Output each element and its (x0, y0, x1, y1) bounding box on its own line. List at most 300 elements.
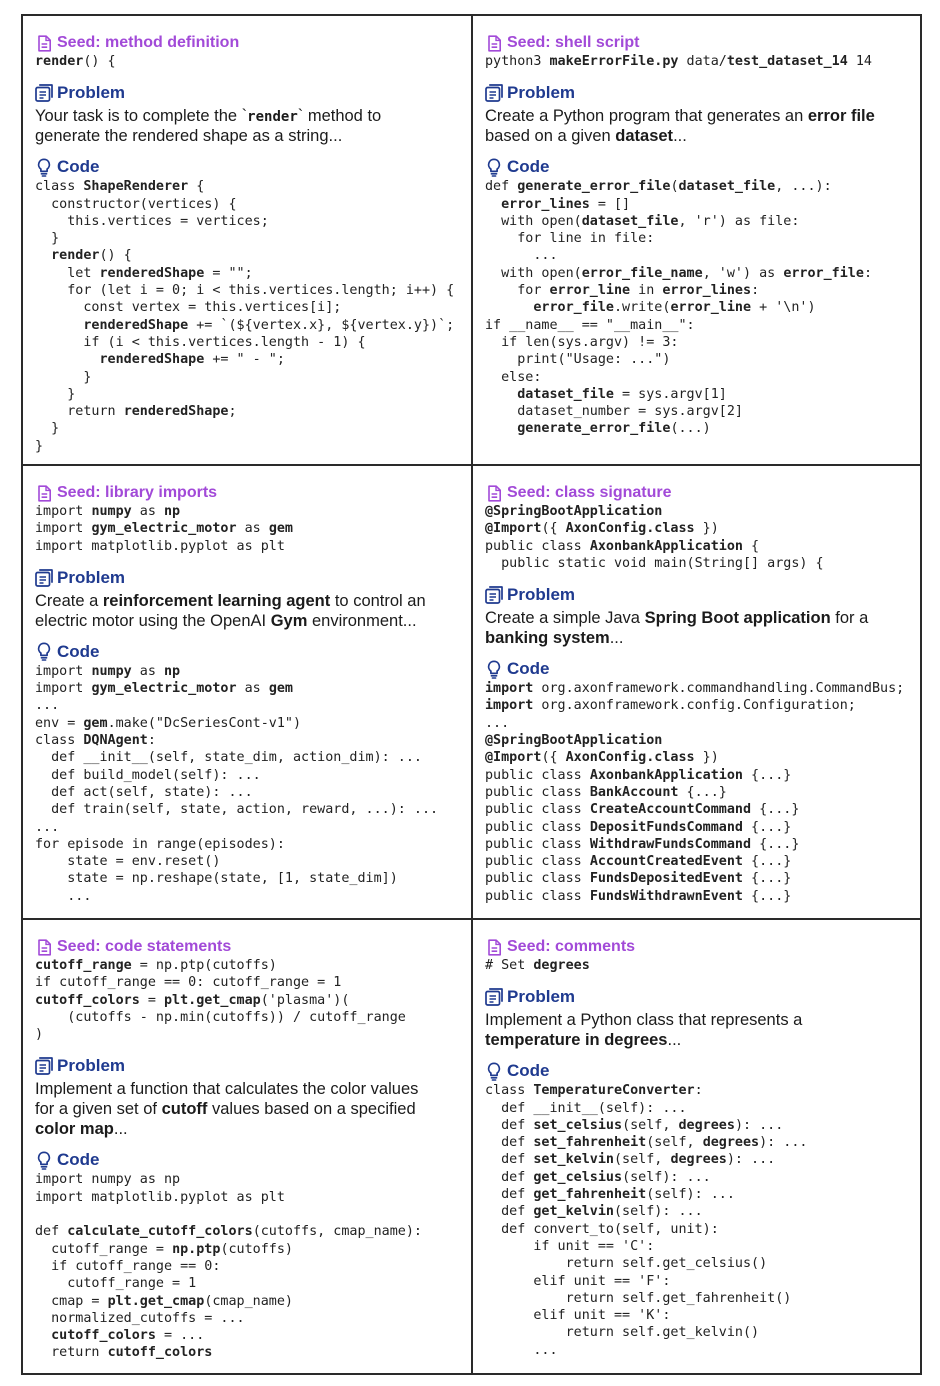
text-run (485, 197, 501, 212)
bold-run: gem (83, 715, 108, 731)
bold-run: numpy (91, 663, 132, 679)
text-run: Your task is to complete the ` (35, 107, 248, 126)
bold-run: get_celsius (533, 1169, 623, 1185)
text-run: ... (673, 127, 687, 146)
text-run: dataset_number = sys.argv[2] (485, 404, 743, 420)
problem-heading-label: Problem (507, 83, 576, 103)
text-run: org.axonframework.commandhandling.CommandBus; (533, 681, 905, 697)
bold-run: renderedShape (99, 352, 205, 368)
bold-run: cutoff (161, 1100, 208, 1119)
code-line (35, 282, 465, 299)
text-run: public class (485, 836, 590, 852)
code-line (485, 386, 914, 403)
code-line (485, 870, 914, 887)
bold-run: TemperatureConverter (533, 1083, 695, 1099)
notebook-icon (35, 83, 53, 103)
example-panel (473, 920, 922, 1375)
seed-line (35, 974, 465, 991)
text-run: (cutoffs) (220, 1241, 293, 1257)
text-run: Implement a function that calculates the color values (35, 1080, 419, 1099)
text-run: : (863, 265, 872, 281)
text-run: 14 (847, 54, 872, 69)
seed-heading (35, 937, 465, 957)
text-run: def build_model(self): ... (35, 767, 261, 783)
problem-heading (35, 567, 465, 589)
problem-line (35, 106, 465, 126)
text-run: (self, (622, 1117, 679, 1133)
text-run: return self.get_kelvin() (485, 1325, 760, 1341)
document-icon (485, 33, 503, 53)
code-line (35, 697, 465, 714)
bold-run: @SpringBootApplication (485, 504, 663, 519)
problem-line (35, 1119, 465, 1139)
problem-heading (35, 82, 465, 104)
code-line (485, 1186, 914, 1203)
text-run (35, 1328, 51, 1343)
text-run: .write( (614, 300, 671, 316)
text-run: , ...): (775, 179, 832, 195)
code-line (35, 819, 465, 836)
problem-text (35, 591, 465, 631)
code-line (485, 334, 914, 351)
text-run: {...} (743, 888, 792, 904)
bold-run: render (51, 248, 100, 264)
bold-run: AxonConfig.class (565, 521, 695, 537)
code-line (35, 230, 465, 247)
bold-run: error_file_name (581, 265, 703, 281)
text-run: constructor(vertices) { (35, 196, 237, 212)
text-run: public class (485, 784, 590, 800)
code-line (35, 715, 465, 732)
code-line (485, 697, 914, 714)
text-run: elif unit == 'F': (485, 1273, 671, 1289)
code-heading (485, 1060, 914, 1082)
text-run: const vertex = this.vertices[i]; (35, 300, 342, 316)
code-line (485, 282, 914, 299)
code-line (35, 438, 465, 455)
code-heading-label: Code (507, 659, 550, 679)
seed-heading-label: Seed: comments (507, 938, 636, 955)
bold-run: error_lines (501, 196, 590, 212)
problem-line (35, 1079, 465, 1099)
code-line (35, 853, 465, 870)
text-run: def convert_to(self, unit): (485, 1221, 719, 1237)
text-run: for line in file: (485, 231, 655, 247)
seed-line (35, 520, 465, 537)
text-run: for episode in range(episodes): (35, 836, 285, 852)
text-run: ... (609, 629, 624, 648)
code-heading (35, 156, 465, 178)
problem-line (485, 106, 914, 126)
text-run (485, 300, 533, 315)
text-run: def (35, 1224, 68, 1240)
bold-run: WithdrawFundsCommand (589, 836, 752, 852)
code-line (485, 1221, 914, 1238)
code-line (35, 247, 465, 264)
code-line (35, 1275, 465, 1292)
code-line (485, 767, 914, 784)
text-run: print("Usage: ...") (485, 352, 671, 368)
bold-run: cutoff_colors (51, 1328, 156, 1344)
code-line (35, 784, 465, 801)
seed-snippet (35, 957, 465, 1043)
seed-heading (485, 33, 914, 53)
text-run: , 'w') as (702, 265, 784, 281)
code-line (35, 1223, 465, 1240)
text-run: = sys.argv[1] (614, 386, 727, 402)
code-line (35, 334, 465, 351)
code-line (35, 213, 465, 230)
bold-run: color map (35, 1120, 114, 1139)
text-run: = (139, 992, 164, 1008)
code-line (35, 317, 465, 334)
text-run: (cutoffs - np.min(cutoffs)) / cutoff_range (35, 1009, 406, 1025)
seed-line (35, 503, 465, 520)
text-run: environment... (307, 611, 417, 630)
text-run: ): ... (734, 1117, 784, 1133)
code-line (485, 351, 914, 368)
text-run: Create a (35, 591, 103, 610)
text-run: } (35, 386, 76, 402)
text-run: (self): ... (614, 1204, 703, 1220)
code-line (485, 299, 914, 316)
code-line (485, 888, 914, 905)
bold-run: cutoff_range (35, 958, 132, 973)
code-line (485, 680, 914, 697)
code-line (485, 1117, 914, 1134)
text-run: ('plasma')( (260, 992, 350, 1008)
text-run (35, 248, 51, 263)
text-run: def (485, 1169, 534, 1185)
text-run: def (485, 1204, 534, 1220)
seed-line (35, 1026, 465, 1043)
seed-snippet (35, 503, 465, 555)
code-line (485, 715, 914, 732)
text-run: } (35, 369, 92, 385)
text-run: env = (35, 715, 84, 731)
bold-run: calculate_cutoff_colors (67, 1224, 253, 1240)
examples-figure (21, 14, 922, 1375)
text-run: public class (485, 538, 590, 554)
problem-heading-label: Problem (507, 987, 576, 1007)
code-line (485, 403, 914, 420)
code-line (485, 1100, 914, 1117)
code-line (485, 801, 914, 818)
text-run: class (485, 1083, 534, 1099)
text-run: if unit == 'C': (485, 1238, 655, 1254)
text-run: ): ... (726, 1152, 776, 1168)
inline-code: render (247, 109, 298, 126)
text-run: += " - "; (204, 352, 285, 368)
text-run: Implement a Python class that represents a (485, 1011, 803, 1030)
seed-heading-label: Seed: library imports (57, 484, 218, 501)
text-run: ... (485, 1342, 558, 1358)
seed-line (35, 53, 465, 70)
bold-run: gem (268, 681, 293, 697)
notebook-icon (485, 83, 503, 103)
code-line (485, 732, 914, 749)
text-run: import matplotlib.pyplot as plt (35, 1189, 285, 1205)
text-run: cutoff_range = 1 (35, 1276, 197, 1292)
seed-heading (35, 483, 465, 503)
text-run: ({ (541, 521, 566, 537)
seed-heading-label: Seed: shell script (507, 34, 640, 51)
text-run: for a given set of (35, 1100, 162, 1119)
bold-run: set_celsius (533, 1117, 623, 1133)
text-run: = np.ptp(cutoffs) (131, 958, 277, 973)
code-block (485, 178, 914, 437)
problem-line (35, 591, 465, 611)
text-run (35, 318, 83, 333)
text-run: += `(${vertex.x}, ${vertex.y})`; (188, 317, 455, 333)
code-line (485, 1273, 914, 1290)
seed-snippet (35, 53, 465, 70)
code-line (485, 369, 914, 386)
code-block (35, 1171, 465, 1361)
bold-run: cutoff_colors (35, 992, 140, 1008)
bold-run: reinforcement learning agent (102, 591, 331, 610)
text-run: import (35, 663, 92, 679)
bold-run: dataset_file (678, 179, 776, 195)
text-run: values based on a specified (207, 1100, 416, 1119)
document-icon (485, 937, 503, 957)
text-run: if cutoff_range == 0: (35, 1258, 221, 1274)
lightbulb-icon (35, 157, 53, 177)
text-run: public class (485, 819, 590, 835)
text-run: ... (485, 715, 510, 731)
seed-line (35, 992, 465, 1009)
bold-run: get_fahrenheit (533, 1187, 647, 1203)
code-line (485, 1255, 914, 1272)
text-run: class (35, 179, 84, 195)
text-run: def (485, 1152, 534, 1168)
text-run: to control an (330, 591, 426, 610)
code-line (485, 317, 914, 334)
bold-run: import (485, 681, 534, 697)
bold-run: @SpringBootApplication (485, 733, 663, 749)
text-run: : (751, 283, 760, 299)
notebook-icon (485, 585, 503, 605)
seed-heading (485, 937, 914, 957)
code-line (485, 213, 914, 230)
code-line (35, 1241, 465, 1258)
code-line (35, 351, 465, 368)
bold-run: AxonbankApplication (589, 538, 743, 554)
bold-run: error_line (670, 300, 752, 316)
document-icon (35, 937, 53, 957)
seed-snippet (485, 53, 914, 70)
text-run: org.axonframework.config.Configuration; (533, 698, 856, 714)
problem-text (485, 106, 914, 146)
text-run: return (35, 1345, 108, 1361)
text-run: cutoff_range = (35, 1241, 173, 1257)
text-run: ` method to (297, 107, 382, 126)
text-run: def __init__(self, state_dim, action_dim): ... (35, 750, 422, 766)
text-run: state = env.reset() (35, 854, 221, 870)
problem-heading (485, 82, 914, 104)
code-line (485, 836, 914, 853)
seed-line (485, 555, 914, 572)
text-run: (self, (646, 1135, 703, 1151)
code-line (35, 1310, 465, 1327)
text-run: ( (670, 179, 679, 195)
bold-run: test_dataset_14 (726, 54, 848, 69)
text-run: import matplotlib.pyplot as plt (35, 538, 285, 554)
seed-line (485, 53, 914, 70)
code-line (485, 819, 914, 836)
code-line (485, 1203, 914, 1220)
text-run: for a (830, 609, 869, 628)
code-line (35, 870, 465, 887)
text-run: {...} (743, 819, 792, 835)
text-run: cmap = (35, 1293, 108, 1309)
bold-run: AxonbankApplication (589, 767, 743, 783)
document-icon (35, 483, 53, 503)
code-line (35, 749, 465, 766)
text-run: def (485, 1117, 534, 1133)
text-run: import (35, 521, 92, 537)
code-line (35, 663, 465, 680)
bold-run: @Import (485, 750, 542, 766)
code-line (485, 749, 914, 766)
code-line (485, 1290, 914, 1307)
text-run: data/ (678, 54, 727, 69)
text-run: ... (35, 698, 60, 714)
text-run: def (485, 1135, 534, 1151)
code-line (35, 299, 465, 316)
text-run: as (131, 663, 164, 679)
text-run: = ""; (204, 265, 253, 281)
problem-line (485, 126, 914, 146)
bold-run: CreateAccountCommand (589, 802, 752, 818)
seed-line (485, 520, 914, 537)
seed-line (35, 1009, 465, 1026)
problem-heading (485, 584, 914, 606)
code-line (35, 1344, 465, 1361)
example-panel (23, 466, 473, 920)
bold-run: renderedShape (99, 265, 205, 281)
bold-run: degrees (678, 1117, 735, 1133)
text-run: , 'r') as file: (678, 213, 800, 229)
text-run: import (35, 504, 92, 519)
text-run: def (485, 1187, 534, 1203)
text-run: (cutoffs, cmap_name): (252, 1224, 422, 1240)
problem-heading-label: Problem (57, 1056, 126, 1076)
code-line (35, 386, 465, 403)
bold-run: gym_electric_motor (91, 521, 237, 537)
problem-text (485, 1010, 914, 1050)
code-line (35, 403, 465, 420)
problem-line (35, 611, 465, 631)
bold-run: error file (807, 107, 875, 126)
text-run: if (i < this.vertices.length - 1) { (35, 334, 366, 350)
bold-run: dataset (615, 127, 674, 146)
bold-run: dataset_file (581, 213, 679, 229)
text-run: else: (485, 369, 542, 385)
text-run: public class (485, 854, 590, 870)
code-line (35, 732, 465, 749)
text-run: public class (485, 802, 590, 818)
bold-run: cutoff_colors (107, 1345, 213, 1361)
text-run: .make("DcSeriesCont-v1") (107, 715, 302, 731)
bold-run: dataset_file (517, 386, 614, 402)
example-panel (473, 466, 922, 920)
code-line (485, 178, 914, 195)
bold-run: makeErrorFile.py (549, 54, 679, 69)
bold-run: degrees (670, 1152, 727, 1168)
text-run: def (485, 179, 518, 195)
bold-run: plt.get_cmap (164, 992, 261, 1008)
code-heading-label: Code (507, 157, 550, 177)
text-run: = ... (155, 1328, 205, 1344)
problem-line (485, 1010, 914, 1030)
text-run: public class (485, 871, 590, 887)
text-run: (self): ... (646, 1187, 735, 1203)
notebook-icon (485, 987, 503, 1007)
problem-line (485, 1030, 914, 1050)
seed-line (35, 957, 465, 974)
problem-heading-label: Problem (57, 83, 126, 103)
text-run: in (630, 283, 663, 299)
code-line (485, 1151, 914, 1168)
text-run: ): ... (759, 1135, 808, 1151)
code-line (485, 230, 914, 247)
text-run: as (131, 504, 164, 519)
text-run: {...} (751, 836, 800, 852)
example-panel (23, 16, 473, 466)
bold-run: ShapeRenderer (83, 179, 189, 195)
text-run: public class (485, 767, 590, 783)
bold-run: generate_error_file (517, 179, 671, 195)
text-run: let (35, 265, 100, 281)
bold-run: error_lines (662, 283, 752, 299)
code-line (485, 247, 914, 264)
code-heading-label: Code (57, 1150, 100, 1170)
bold-run: BankAccount (589, 784, 679, 800)
bold-run: np (164, 504, 181, 519)
text-run: ... (667, 1031, 682, 1050)
text-run: : (694, 1083, 703, 1099)
problem-line (485, 608, 914, 628)
text-run: ... (35, 888, 92, 904)
bold-run: DepositFundsCommand (589, 819, 743, 835)
notebook-icon (35, 568, 53, 588)
text-run: {...} (743, 767, 792, 783)
text-run: normalized_cutoffs = ... (35, 1310, 245, 1326)
text-run: def act(self, state): ... (35, 784, 253, 800)
text-run: as (236, 521, 269, 537)
seed-line (35, 538, 465, 555)
text-run: + '\n') (751, 300, 816, 316)
text-run: class (35, 733, 84, 749)
example-panel (23, 920, 473, 1375)
bold-run: FundsDepositedEvent (589, 871, 743, 887)
code-line (485, 784, 914, 801)
bold-run: plt.get_cmap (107, 1293, 205, 1309)
text-run: } (35, 438, 44, 454)
code-line (485, 1169, 914, 1186)
code-line (485, 196, 914, 213)
code-heading (485, 658, 914, 680)
seed-snippet (485, 957, 914, 974)
text-run (35, 352, 100, 367)
text-run: # Set (485, 958, 534, 973)
problem-heading (485, 986, 914, 1008)
notebook-icon (35, 1056, 53, 1076)
text-run: {...} (743, 871, 792, 887)
text-run: } (35, 421, 60, 437)
text-run: if len(sys.argv) != 3: (485, 334, 679, 350)
